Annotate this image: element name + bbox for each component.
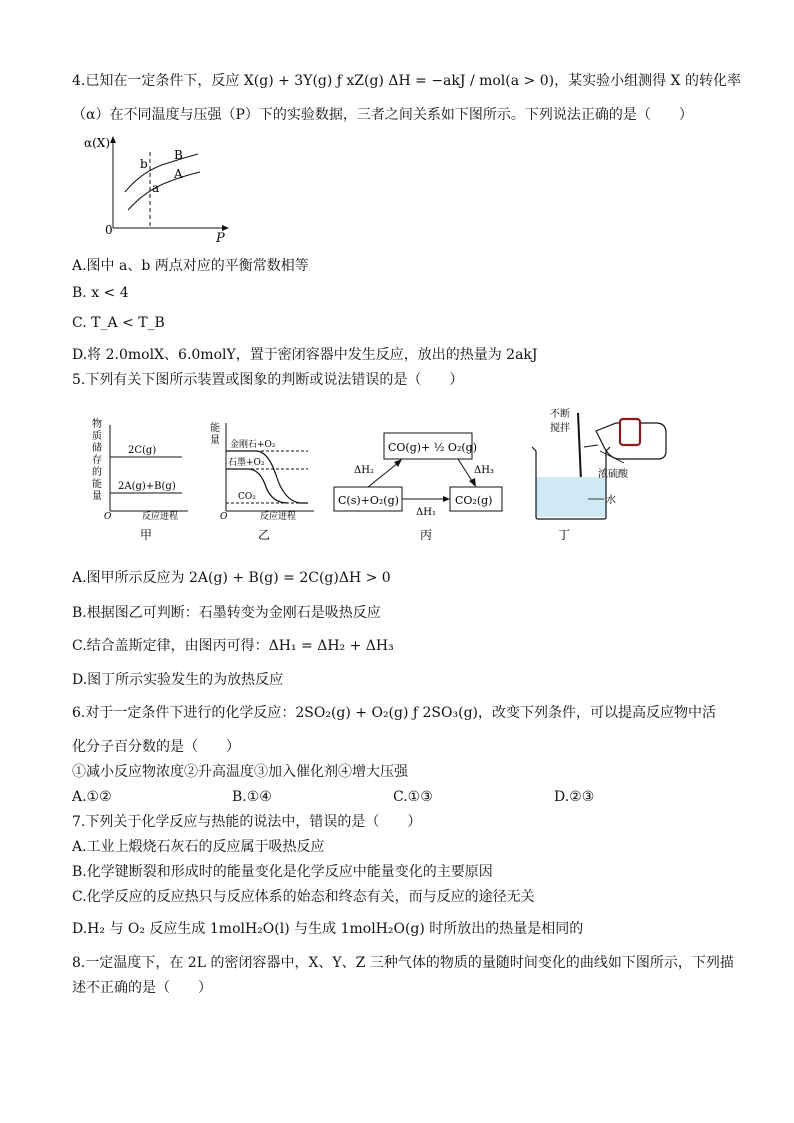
ding-acid-label: 浓硫酸 bbox=[598, 469, 628, 480]
jia-ylabel-0: 物 bbox=[92, 419, 102, 430]
q4-stem-line1: 4.已知在一定条件下，反应 X(g) + 3Y(g) ƒ xZ(g) ΔH = −akJ / mol(a > 0)，某实验小组测得 X 的转化率 bbox=[72, 73, 741, 89]
ding-stream bbox=[584, 445, 598, 447]
jia-ylabel-4: 的 bbox=[92, 467, 102, 478]
jia-ylabel-5: 能 bbox=[92, 479, 102, 490]
q4-option-b: B. x < 4 bbox=[72, 285, 129, 301]
q4-xlabel: P bbox=[216, 231, 225, 245]
q7-option-c: C.化学反应的反应热只与反应体系的始态和终态有关，而与反应的途径无关 bbox=[72, 889, 535, 905]
q6-conditions: ①减小反应物浓度②升高温度③加入催化剂④增大压强 bbox=[72, 764, 408, 780]
jia-ylabel-6: 量 bbox=[92, 491, 102, 502]
q5-option-b: B.根据图乙可判断：石墨转变为金刚石是吸热反应 bbox=[72, 605, 381, 621]
yi-level1-label: 金刚石+O₂ bbox=[230, 440, 276, 450]
q6-option-d: D.②③ bbox=[554, 789, 595, 805]
bing-arrowhead-dh1 bbox=[443, 496, 450, 502]
jia-caption: 甲 bbox=[140, 528, 153, 542]
bing-dh3-label: ΔH₃ bbox=[474, 465, 494, 476]
q8-stem-line2: 述不正确的是（ ） bbox=[72, 980, 212, 996]
q4-point-b: b bbox=[140, 157, 148, 171]
q5-fig-ding bbox=[524, 403, 674, 545]
q6-option-b: B.①④ bbox=[232, 789, 272, 805]
q7-stem: 7.下列关于化学反应与热能的说法中，错误的是（ ） bbox=[72, 814, 422, 830]
yi-ylabel-0: 能 bbox=[210, 423, 220, 434]
q4-point-a: a bbox=[152, 181, 160, 195]
yi-curve-graphite bbox=[226, 469, 288, 503]
bing-left-label: C(s)+O₂(g) bbox=[338, 494, 399, 507]
q4-option-c: C. T_A < T_B bbox=[72, 315, 165, 331]
q4-y-arrow bbox=[110, 136, 116, 143]
q8-stem-line1: 8.一定温度下，在 2L 的密闭容器中，X、Y、Z 三种气体的物质的量随时间变化的曲线如下图所示，下列描 bbox=[72, 955, 734, 971]
q5-option-c: C.结合盖斯定律，由图丙可得：ΔH₁ = ΔH₂ + ΔH₃ bbox=[72, 638, 394, 654]
bing-caption: 丙 bbox=[420, 528, 433, 542]
q4-curve-b bbox=[125, 154, 198, 192]
jia-xlabel: 反应进程 bbox=[142, 512, 179, 522]
yi-origin: O bbox=[220, 512, 228, 522]
q5-option-a: A.图甲所示反应为 2A(g) + B(g) = 2C(g)ΔH > 0 bbox=[72, 570, 391, 586]
ding-bottle-label bbox=[620, 419, 640, 445]
q4-graph bbox=[78, 130, 238, 245]
q6-option-c: C.①③ bbox=[393, 789, 433, 805]
jia-ylabel-2: 储 bbox=[92, 443, 102, 454]
bing-right-label: CO₂(g) bbox=[455, 494, 493, 507]
jia-upper-label: 2C(g) bbox=[128, 445, 157, 456]
jia-ylabel-1: 质 bbox=[92, 431, 102, 442]
q4-label-a-curve: A bbox=[174, 167, 183, 181]
ding-stir2: 搅拌 bbox=[550, 423, 570, 434]
q6-stem-line1: 6.对于一定条件下进行的化学反应：2SO₂(g) + O₂(g) ƒ 2SO₃(g)，改变下列条件，可以提高反应物中活 bbox=[72, 705, 716, 721]
q4-ylabel: α(X) bbox=[84, 136, 111, 150]
q6-option-a: A.①② bbox=[72, 789, 112, 805]
jia-ylabel-3: 存 bbox=[92, 455, 102, 466]
q4-origin: 0 bbox=[105, 223, 113, 237]
ding-stir1: 不断 bbox=[550, 409, 570, 420]
q5-option-d: D.图丁所示实验发生的为放热反应 bbox=[72, 672, 284, 688]
q5-fig-jia bbox=[82, 415, 194, 545]
q4-label-b-curve: B bbox=[174, 148, 183, 162]
ding-water-label: 水 bbox=[606, 495, 616, 506]
bing-arrow-dh3 bbox=[458, 459, 472, 481]
yi-xlabel: 反应进程 bbox=[260, 512, 297, 522]
yi-level3-label: CO₂ bbox=[238, 492, 256, 502]
ding-caption: 丁 bbox=[558, 528, 571, 542]
ding-water bbox=[536, 477, 606, 517]
q4-option-d: D.将 2.0molX、6.0molY，置于密闭容器中发生反应，放出的热量为 2akJ bbox=[72, 347, 538, 363]
yi-ylabel-1: 量 bbox=[210, 435, 220, 446]
jia-origin: O bbox=[104, 512, 112, 522]
yi-caption: 乙 bbox=[258, 528, 271, 542]
q5-fig-bing bbox=[330, 425, 526, 545]
bing-arrowhead-dh3 bbox=[469, 478, 476, 487]
q5-fig-yi bbox=[208, 415, 320, 545]
q6-stem-line2: 化分子百分数的是（ ） bbox=[72, 739, 240, 755]
q7-option-d: D.H₂ 与 O₂ 反应生成 1molH₂O(l) 与生成 1molH₂O(g) 时所放出的热量是相同的 bbox=[72, 921, 584, 937]
bing-top-label: CO(g)+ ½ O₂(g) bbox=[388, 441, 477, 454]
bing-dh2-label: ΔH₂ bbox=[354, 465, 374, 476]
jia-lower-label: 2A(g)+B(g) bbox=[118, 481, 176, 492]
q7-option-a: A.工业上煅烧石灰石的反应属于吸热反应 bbox=[72, 839, 325, 855]
q5-stem: 5.下列有关下图所示装置或图象的判断或说法错误的是（ ） bbox=[72, 372, 464, 388]
q4-option-a: A.图中 a、b 两点对应的平衡常数相等 bbox=[72, 258, 309, 274]
yi-level2-label: 石墨+O₂ bbox=[228, 458, 265, 468]
bing-dh1-label: ΔH₁ bbox=[416, 507, 436, 518]
q7-option-b: B.化学键断裂和形成时的能量变化是化学反应中能量变化的主要原因 bbox=[72, 864, 493, 880]
q4-stem-line2: （α）在不同温度与压强（P）下的实验数据，三者之间关系如下图所示。下列说法正确的是（ ） bbox=[72, 107, 693, 123]
